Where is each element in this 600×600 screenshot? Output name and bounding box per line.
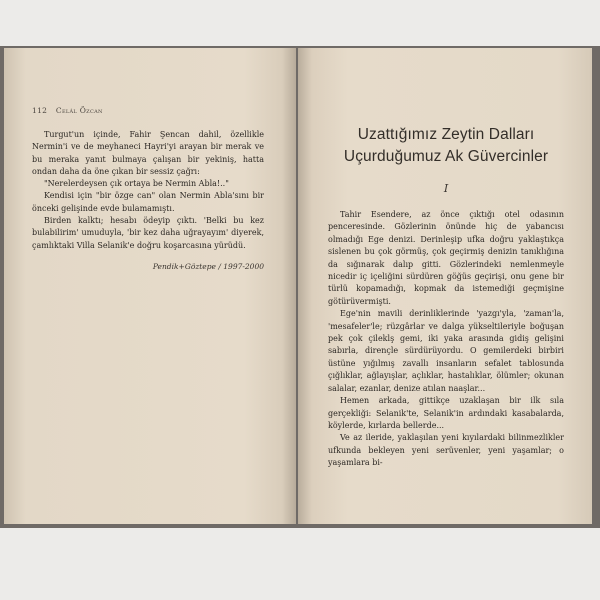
paragraph: Ege'nin mavili derinliklerinde 'yazgı'yla, 'zaman'la, 'mesafeler'le; rüzgârlar ve dalga yükseltileriyle boğuşan pek çok çileklş gemi, iki yaka arasında gidiş gelişini sabırla, dirençle sürdürüyordu. O gemilerdeki birbiri üstüne yığılmış zavallı insanların sefalet tablosunda çığlıklar, ağlayışlar, açlıklar, hastalıklar, ölümler; okunan salalar, ezanlar, denize atılan naaşlar...	[328, 309, 564, 393]
paragraph: Kendisi için "bir özge can" olan Nermin Abla'sını bir önceki gelişinde evde bulamamıştı.	[32, 191, 264, 213]
chapter-title	[328, 124, 564, 168]
chapter-title-line: Uzattığımız Zeytin Dalları	[357, 126, 535, 143]
running-head	[32, 106, 264, 115]
right-page-text	[328, 209, 564, 470]
author-name: Celâl Özcan	[55, 106, 103, 115]
left-page	[4, 48, 296, 524]
paragraph: Tahir Esendere, az önce çıktığı otel odasının penceresinde. Gözlerinin önünde hiç de yabancısı olmadığı Ege denizi. Derinleşip ufka doğru yaklaştıkça sislenen bu çok görmüş, çok geçirmiş denizin tanıklığına da sığınarak dalıp gitti. Gözlerindeki nemlenmeyle nicedir iç içeliğini sürdüren göğüs geçirişi, onu gene bir türlü kopamadığı, kopmak da istemediği geçmişine götürüvermişti.	[328, 210, 564, 306]
paragraph: Hemen arkada, gittikçe uzaklaşan bir ilk sıla gerçekliği: Selanik'te, Selanik'in ardındaki kasabalarda, köylerde, kırlarda bellerde...	[328, 396, 564, 430]
right-page	[298, 48, 592, 524]
place-date-signoff: Pendik+Göztepe / 1997-2000	[152, 261, 264, 271]
page-number: 112	[32, 106, 48, 115]
open-book	[0, 46, 600, 528]
paragraph: Turgut'un içinde, Fahir Şencan dahil, özellikle Nermin'i ve de meyhaneci Hayri'yi arayan bir merak ve bu meraka yanıt bulmaya çalışan bir yekiniş, hatta ondan daha da öne çıkan bir sessiz çağrı:	[32, 130, 264, 176]
section-number: I	[443, 182, 449, 195]
left-page-text	[32, 129, 264, 252]
paragraph: "Nerelerdeysen çık ortaya be Nermin Abla!.."	[44, 179, 229, 189]
chapter-title-line: Uçurduğumuz Ak Güvercinler	[343, 148, 549, 165]
paragraph: Ve az ileride, yaklaşılan yeni kıyılardaki bilinmezlikler ufkunda bekleyen yeni serüvenler, yeni yaşamlar; o yaşamlara bi-	[328, 433, 564, 468]
paragraph: Birden kalktı; hesabı ödeyip çıktı. 'Belki bu kez bulabilirim' umuduyla, 'bir kez daha uğrayayım' diyerek, çamlıktaki Villa Selanik'e doğru koşarcasına yürüdü.	[32, 216, 264, 250]
